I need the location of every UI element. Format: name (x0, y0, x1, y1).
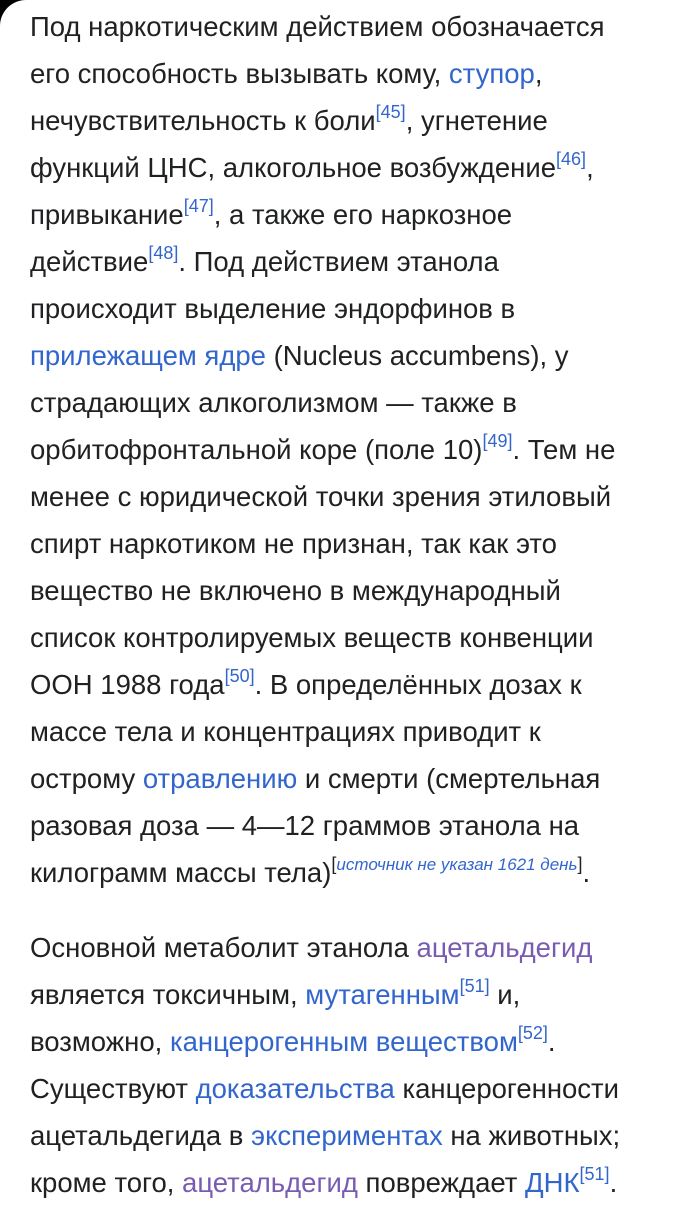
text: является токсичным, (30, 979, 306, 1010)
text: Основной метаболит этанола (30, 932, 417, 963)
text: , (586, 152, 594, 183)
text: и, (489, 979, 521, 1010)
text: . (547, 1026, 556, 1057)
link-experiments[interactable]: экспериментах (251, 1120, 443, 1151)
text: менее с юридической точки зрения этиловый (30, 481, 612, 512)
text-line (30, 50, 690, 97)
text-line (30, 473, 690, 520)
link-poisoning[interactable]: отравлению (142, 763, 298, 794)
text-line (30, 924, 690, 971)
text: его способность вызывать кому, (30, 58, 449, 89)
text-line (30, 520, 690, 567)
text: Существуют (30, 1073, 196, 1104)
text: . В определённых дозах к (254, 669, 582, 700)
link-nucleus-accumbens[interactable]: прилежащем ядре (30, 340, 266, 371)
text-line (30, 379, 690, 426)
text: страдающих алкоголизмом — также в (30, 387, 517, 418)
text: привыкание (30, 199, 184, 230)
text: канцерогенности (394, 1073, 620, 1104)
text: . Под действием этанола (178, 246, 499, 277)
link-stupor[interactable]: ступор (448, 58, 535, 89)
text: орбитофронтальной коре (поле 10) (30, 434, 483, 465)
text-line (30, 332, 690, 379)
text: вещество не включено в международный (30, 575, 561, 606)
reference-46[interactable]: [46] (556, 149, 587, 169)
reference-52[interactable]: [52] (517, 1023, 548, 1043)
link-evidence[interactable]: доказательства (195, 1073, 395, 1104)
reference-45[interactable]: [45] (375, 102, 406, 122)
text: разовая доза — 4—12 граммов этанола на (30, 810, 580, 841)
reference-49[interactable]: [49] (482, 431, 513, 451)
text: . Тем не (512, 434, 616, 465)
link-carcinogen[interactable]: канцерогенным веществом (169, 1026, 518, 1057)
reference-51-second[interactable]: [51] (579, 1164, 610, 1184)
paragraph-narcotic-effect (30, 0, 690, 896)
text: ООН 1988 года (30, 669, 225, 700)
text: нечувствительность к боли (30, 105, 376, 136)
text-line (30, 567, 690, 614)
text-line (30, 708, 690, 755)
text: килограмм массы тела) (30, 857, 332, 888)
article-content (30, 0, 690, 1206)
reference-51[interactable]: [51] (459, 976, 490, 996)
text: , а также его наркозное (213, 199, 513, 230)
link-acetaldehyde[interactable]: ацетальдегид (416, 932, 593, 963)
link-mutagenic[interactable]: мутагенным (305, 979, 460, 1010)
text-line (30, 191, 690, 238)
text: и смерти (смертельная (297, 763, 601, 794)
text-line (30, 1112, 690, 1159)
text-line (30, 614, 690, 661)
text: , (534, 58, 543, 89)
paragraph-acetaldehyde (30, 924, 690, 1206)
text: (Nucleus accumbens), у (265, 340, 569, 371)
text-line (30, 285, 690, 332)
text: список контролируемых веществ конвенции (30, 622, 594, 653)
reference-50[interactable]: [50] (224, 666, 255, 686)
text: кроме того, (30, 1167, 183, 1198)
text-line (30, 971, 690, 1018)
text: . (609, 1167, 618, 1198)
text-line (30, 849, 690, 896)
text: острому (30, 763, 143, 794)
text: происходит выделение эндорфинов в (30, 293, 516, 324)
text: повреждает (357, 1167, 525, 1198)
text-line (30, 144, 690, 191)
link-acetaldehyde-2[interactable]: ацетальдегид (182, 1167, 358, 1198)
text-line (30, 238, 690, 285)
text-line (30, 1018, 690, 1065)
text-line (30, 3, 690, 50)
link-dna[interactable]: ДНК (524, 1167, 580, 1198)
text-line (30, 802, 690, 849)
text: Под наркотическим действием обозначается (30, 11, 605, 42)
text-line (30, 755, 690, 802)
text-line (30, 1065, 690, 1112)
text: . (582, 857, 591, 888)
text: ацетальдегида в (30, 1120, 252, 1151)
reference-48[interactable]: [48] (148, 243, 179, 263)
reference-47[interactable]: [47] (183, 196, 214, 216)
text: спирт наркотиком не признан, так как это (30, 528, 557, 559)
citation-needed-tag[interactable]: [источник не указан 1621 день] (331, 854, 583, 874)
text: возможно, (30, 1026, 170, 1057)
text: на животных; (442, 1120, 621, 1151)
text: , угнетение (405, 105, 548, 136)
text: массе тела и концентрациях приводит к (30, 716, 541, 747)
text: действие (30, 246, 149, 277)
text-line (30, 426, 690, 473)
text-line (30, 1159, 690, 1206)
text: функций ЦНС, алкогольное возбуждение (30, 152, 556, 183)
text-line (30, 97, 690, 144)
text-line (30, 661, 690, 708)
